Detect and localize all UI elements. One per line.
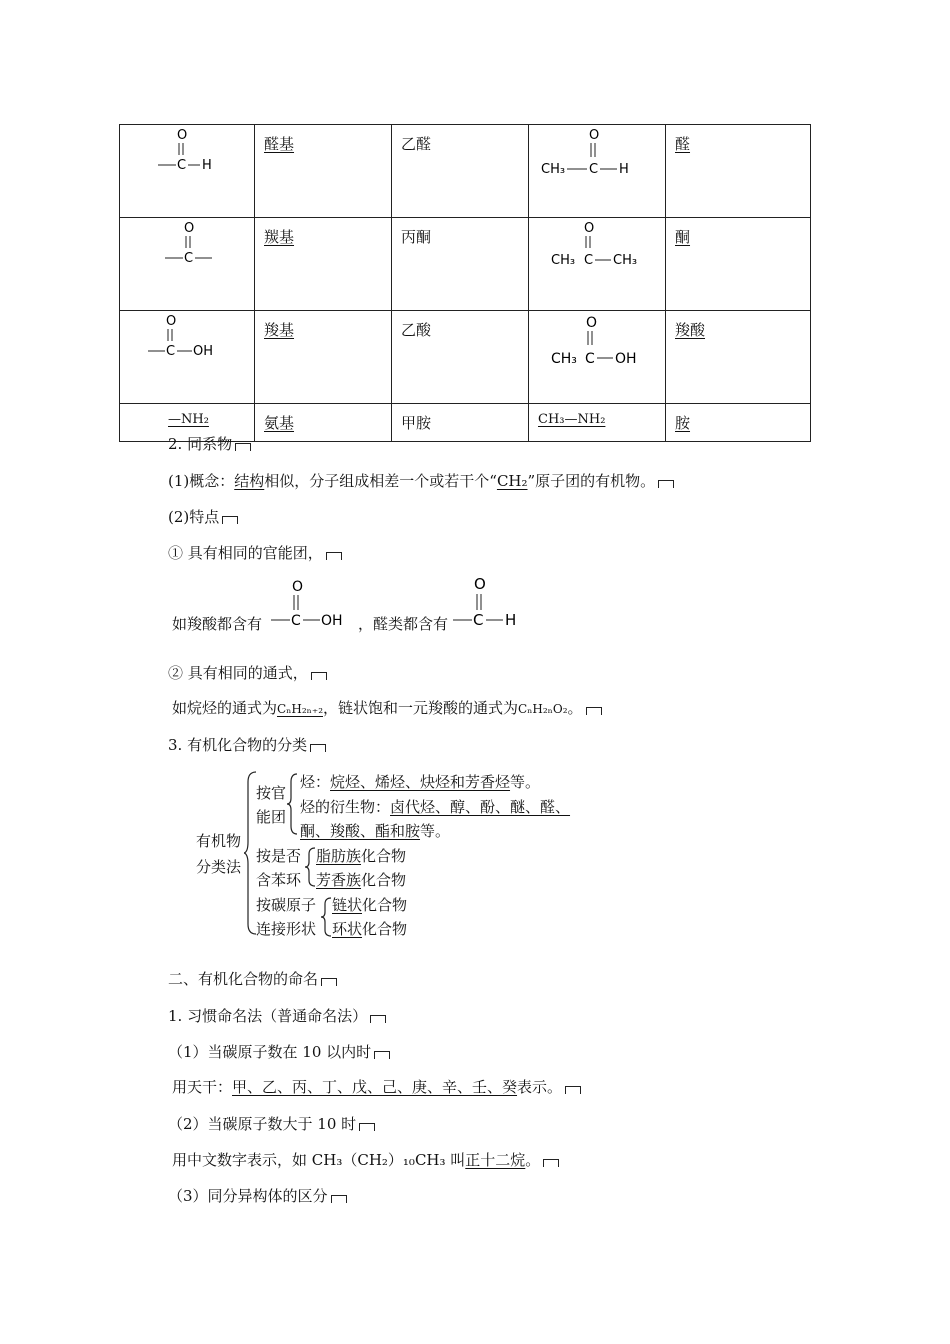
svg-text:C: C <box>291 613 301 629</box>
by-ring-label-2: 含苯环 <box>256 871 302 889</box>
feature-1-example: 如羧酸都含有 <box>172 615 263 633</box>
svg-text:C: C <box>473 611 484 629</box>
chain-line: 链状化合物 <box>332 896 408 914</box>
by-group-label-2: 能团 <box>256 808 287 826</box>
svg-text:CH₃: CH₃ <box>551 351 577 367</box>
group-name: 羧基 <box>264 321 295 339</box>
hydrocarbon-line: 烃：烷烃、烯烃、炔烃和芳香烃等。 <box>300 773 541 791</box>
svg-text:C: C <box>589 162 599 177</box>
svg-text:H: H <box>202 158 212 173</box>
svg-text:C: C <box>177 158 187 173</box>
svg-text:C: C <box>585 351 595 367</box>
svg-text:C: C <box>184 251 194 266</box>
group-name: 醛基 <box>264 135 295 153</box>
example-name: 甲胺 <box>401 414 432 432</box>
carbonyl-group-structure <box>120 218 254 306</box>
example-name: 乙酸 <box>401 321 432 339</box>
naming-p2-text: 用中文数字表示，如 CH₃（CH₂）₁₀CH₃ 叫正十二烷。 <box>172 1149 559 1170</box>
group-brace <box>287 772 299 836</box>
svg-text:O: O <box>292 579 304 595</box>
common-naming: 1. 习惯命名法（普通命名法） <box>168 1005 386 1026</box>
group-name: 氨基 <box>264 414 295 432</box>
svg-text:OH: OH <box>615 351 637 367</box>
svg-text:OH: OH <box>321 613 343 629</box>
svg-text:CH₃: CH₃ <box>541 162 566 177</box>
carboxyl-group-structure <box>120 311 254 399</box>
svg-text:OH: OH <box>193 344 214 359</box>
feature-1-example-b: ，醛类都含有 <box>358 615 449 633</box>
svg-text:O: O <box>166 314 177 329</box>
svg-text:O: O <box>586 315 598 331</box>
svg-text:H: H <box>505 611 517 629</box>
feature-heading: (2)特点 <box>168 506 238 527</box>
functional-group-table <box>119 124 811 442</box>
group-name: 羰基 <box>264 228 295 246</box>
category-name: 酮 <box>675 228 691 246</box>
group-struct-cell <box>120 125 255 218</box>
acetaldehyde-structure <box>529 125 665 213</box>
by-chain-label-2: 连接形状 <box>256 920 317 938</box>
classification-heading: 3. 有机化合物的分类 <box>168 734 326 755</box>
root-label-1: 有机物 <box>196 832 242 850</box>
example-name: 乙醛 <box>401 135 432 153</box>
acetone-structure <box>529 218 665 306</box>
root-label-2: 分类法 <box>196 858 242 876</box>
homologue-heading: 2. 同系物 <box>168 433 251 454</box>
by-group-label-1: 按官 <box>256 784 287 802</box>
svg-text:O: O <box>589 128 600 143</box>
ring-line: 环状化合物 <box>332 920 408 938</box>
concept-line: (1)概念：结构相似，分子组成相差一个或若干个“CH₂”原子团的有机物。 <box>168 470 674 491</box>
naming-p3: （3）同分异构体的区分 <box>168 1185 347 1206</box>
derivative-line-2: 酮、羧酸、酯和胺等。 <box>300 822 451 840</box>
naming-p1: （1）当碳原子数在 10 以内时 <box>168 1041 390 1062</box>
category-name: 胺 <box>675 414 691 432</box>
group-struct: —NH₂ <box>168 412 209 427</box>
svg-text:C: C <box>584 253 594 268</box>
example-struct: CH₃—NH₂ <box>538 412 606 427</box>
svg-text:O: O <box>474 575 486 593</box>
aromatic-line: 芳香族化合物 <box>316 871 407 889</box>
naming-p1-text: 用天干：甲、乙、丙、丁、戊、己、庚、辛、壬、癸表示。 <box>172 1076 581 1097</box>
feature-1: ① 具有相同的官能团， <box>168 542 342 563</box>
category-name: 羧酸 <box>675 321 706 339</box>
aldehyde-group-structure <box>120 125 254 213</box>
by-ring-label-1: 按是否 <box>256 847 302 865</box>
acetic-acid-structure <box>529 311 665 399</box>
aldehyde-structure-inline <box>450 572 530 632</box>
formula-line: 如烷烃的通式为CₙH₂ₙ₊₂，链状饱和一元羧酸的通式为CₙH₂ₙO₂。 <box>172 697 602 718</box>
svg-text:O: O <box>584 221 595 236</box>
svg-text:C: C <box>166 344 176 359</box>
category-name: 醛 <box>675 135 691 153</box>
svg-text:O: O <box>184 221 195 236</box>
example-name: 丙酮 <box>401 228 432 246</box>
derivative-line: 烃的衍生物：卤代烃、醇、酚、醚、醛、 <box>300 798 571 816</box>
svg-text:CH₃: CH₃ <box>613 253 638 268</box>
svg-text:CH₃: CH₃ <box>551 253 576 268</box>
by-chain-label-1: 按碳原子 <box>256 896 317 914</box>
naming-p2: （2）当碳原子数大于 10 时 <box>168 1113 375 1134</box>
naming-heading: 二、有机化合物的命名 <box>168 968 337 989</box>
svg-text:H: H <box>619 162 629 177</box>
aliphatic-line: 脂肪族化合物 <box>316 847 407 865</box>
svg-text:O: O <box>177 128 188 143</box>
feature-2: ② 具有相同的通式， <box>168 662 327 683</box>
carboxyl-structure-inline <box>268 574 358 634</box>
